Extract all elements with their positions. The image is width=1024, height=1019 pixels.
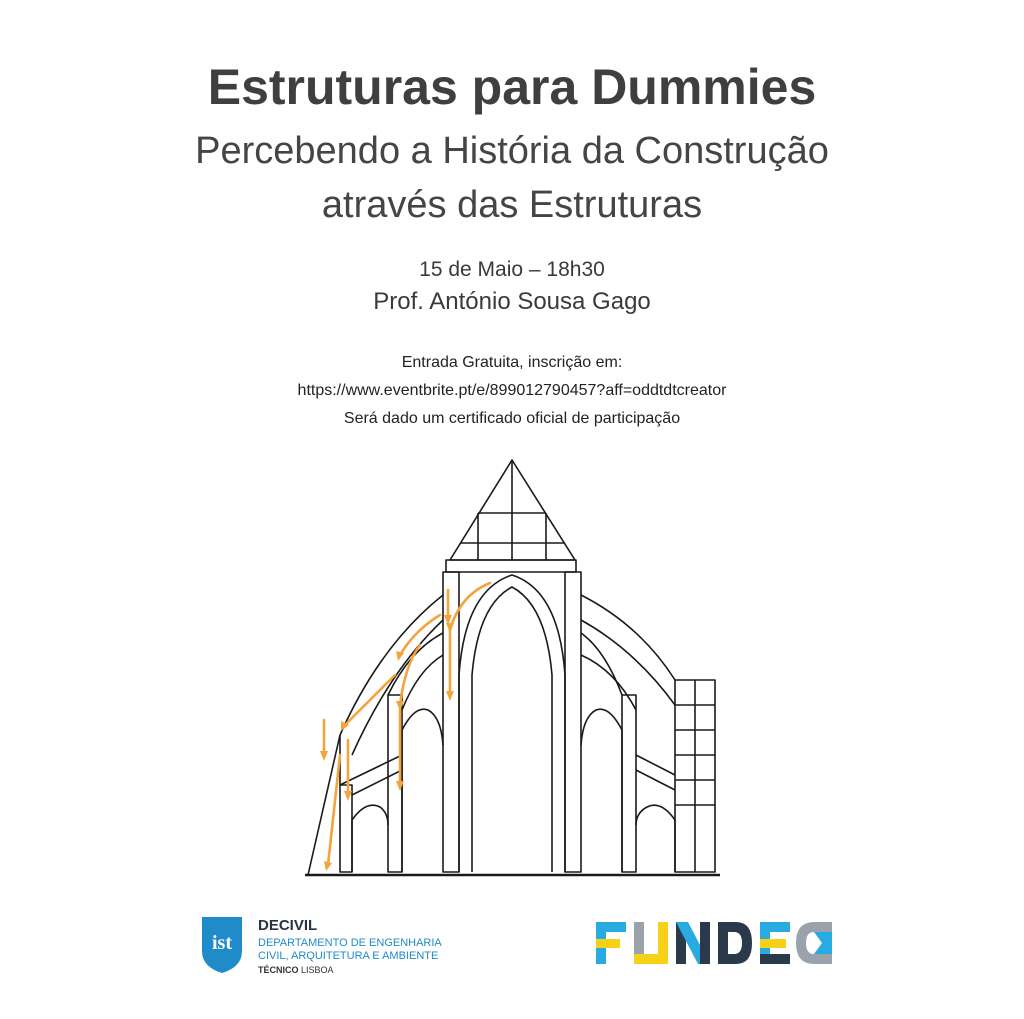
subtitle-line-1: Percebendo a História da Construção <box>195 130 829 172</box>
decivil-name: DECIVIL <box>258 917 318 934</box>
certificate-note: Será dado um certificado oficial de participação <box>343 410 681 427</box>
page-title: Estruturas para Dummies <box>207 59 817 115</box>
decivil-logo <box>200 915 460 977</box>
registration-link[interactable]: https://www.eventbrite.pt/e/899012790457?aff=oddtdtcreator <box>297 382 727 399</box>
event-date: 15 de Maio – 18h30 <box>419 258 605 281</box>
decivil-subtitle-1: DEPARTAMENTO DE ENGENHARIA <box>258 937 442 949</box>
ist-shield-icon <box>200 915 244 975</box>
shield-text: ist <box>212 932 232 954</box>
decivil-subtitle-2: CIVIL, ARQUITETURA E AMBIENTE <box>258 950 439 962</box>
cathedral-section-drawing <box>300 455 730 890</box>
speaker-name: Prof. António Sousa Gago <box>373 288 651 315</box>
subtitle-line-2: através das Estruturas <box>321 184 703 226</box>
fundec-logo <box>596 922 832 964</box>
registration-text: Entrada Gratuita, inscrição em: <box>401 354 623 371</box>
tecnico-lisboa-label: TÉCNICO LISBOA <box>258 965 334 975</box>
